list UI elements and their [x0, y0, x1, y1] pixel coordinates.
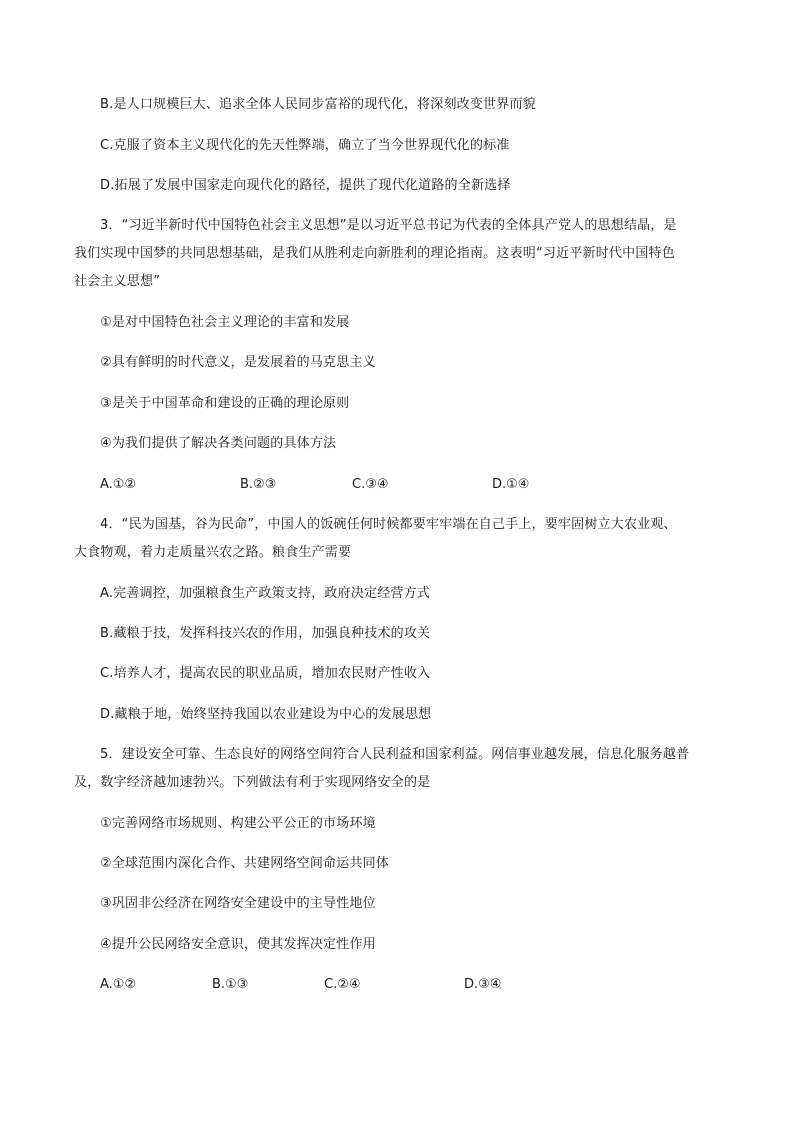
q5-statement-2: ②全球范围内深化合作、共建网络空间命运共同体: [100, 856, 390, 871]
q4-option-d: D.藏粮于地，始终坚持我国以农业建设为中心的发展思想: [100, 707, 432, 722]
q5-stem-line-2: 及，数字经济越加速勃兴。下列做法有利于实现网络安全的是: [74, 775, 431, 790]
q5-choice-a: A.①②: [100, 977, 137, 992]
q4-option-b: B.藏粮于技，发挥科技兴农的作用，加强良种技术的攻关: [100, 626, 431, 641]
q3-stem-line-2: 我们实现中国梦的共同思想基础，是我们从胜利走向新胜利的理论指南。这表明“习近平新时代中国特色: [74, 246, 675, 261]
q5-statement-4: ④提升公民网络安全意识，使其发挥决定性作用: [100, 937, 376, 952]
q3-stem-line-3: 社会主义思想”: [74, 274, 161, 289]
q3-choice-b: B.②③: [240, 477, 277, 492]
q5-statement-3: ③巩固非公经济在网络安全建设中的主导性地位: [100, 896, 376, 911]
q3-statement-1: ①是对中国特色社会主义理论的丰富和发展: [100, 315, 350, 330]
q3-choice-a: A.①②: [100, 477, 137, 492]
q3-statement-4: ④为我们提供了解决各类问题的具体方法: [100, 436, 337, 451]
q5-choice-b: B.①③: [212, 977, 249, 992]
q4-option-a: A.完善调控，加强粮食生产政策支持，政府决定经营方式: [100, 586, 430, 601]
q3-statement-3: ③是关于中国革命和建设的正确的理论原则: [100, 396, 350, 411]
q4-stem-line-2: 大食物观，着力走质量兴农之路。粮食生产需要: [74, 545, 352, 560]
q2-option-b: B.是人口规模巨大、追求全体人民同步富裕的现代化，将深刻改变世界而貌: [100, 97, 536, 112]
q5-choice-c: C.②④: [324, 977, 361, 992]
q2-option-c: C.克服了资本主义现代化的先天性弊端，确立了当今世界现代化的标准: [100, 138, 510, 153]
q5-choice-d: D.③④: [464, 977, 502, 992]
q5-statement-1: ①完善网络市场规则、构建公平公正的市场环境: [100, 816, 376, 831]
q2-option-d: D.拓展了发展中国家走向现代化的路径，提供了现代化道路的全新选择: [100, 178, 511, 193]
q4-option-c: C.培养人才，提高农民的职业品质，增加农民财产性收入: [100, 666, 431, 681]
q3-statement-2: ②具有鲜明的时代意义，是发展着的马克思主义: [100, 355, 376, 370]
q4-stem-line-1: 4．“民为国基，谷为民命”，中国人的饭碗任何时候都要牢牢端在自己手上，要牢固树立大农业观、: [100, 517, 677, 532]
q3-choice-d: D.①④: [492, 477, 530, 492]
q5-stem-line-1: 5．建设安全可靠、生态良好的网络空间符合人民利益和国家利益。网信事业越发展，信息化服务越普: [100, 747, 690, 762]
q3-choice-c: C.③④: [352, 477, 389, 492]
q3-stem-line-1: 3．“习近半新时代中国特色社会主义思想”是以习近平总书记为代表的全体具产党人的思想结晶，是: [100, 218, 677, 233]
